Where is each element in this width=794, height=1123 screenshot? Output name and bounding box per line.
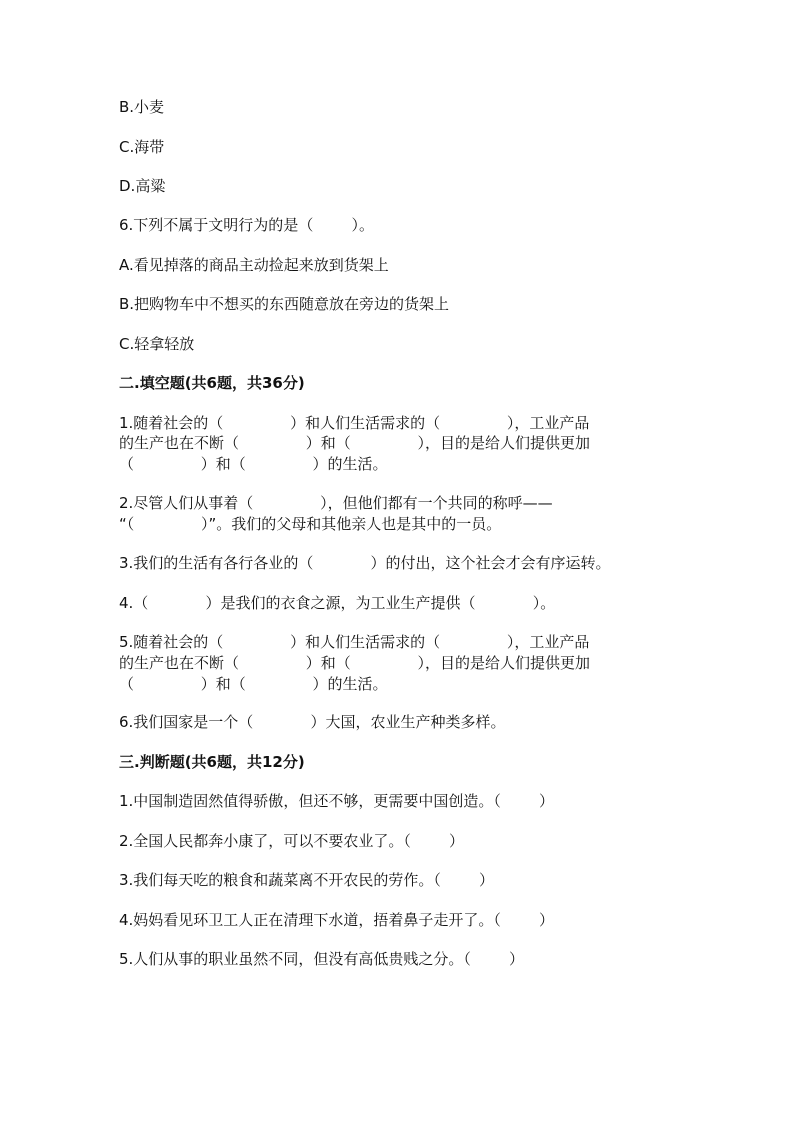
- question-6-stem: 6.下列不属于文明行为的是（ ）。: [119, 216, 374, 234]
- fill-q3-line1: 3.我们的生活有各行各业的（ ）的付出，这个社会才会有序运转。: [119, 554, 611, 572]
- section-heading-fill-in: 二.填空题(共6题，共36分): [119, 374, 305, 392]
- fill-q1-line3: （ ）和（ ）的生活。: [119, 455, 388, 473]
- option-b: B.小麦: [119, 98, 165, 116]
- fill-q5-line3: （ ）和（ ）的生活。: [119, 675, 388, 693]
- q6-option-b: B.把购物车中不想买的东西随意放在旁边的货架上: [119, 295, 450, 313]
- option-c: C.海带: [119, 138, 165, 156]
- fill-q6-line1: 6.我们国家是一个（ ）大国，农业生产种类多样。: [119, 713, 506, 731]
- q6-option-c: C.轻拿轻放: [119, 335, 195, 353]
- judge-q5: 5.人们从事的职业虽然不同，但没有高低贵贱之分。（ ）: [119, 950, 524, 968]
- fill-q5-line1: 5.随着社会的（ ）和人们生活需求的（ ），工业产品: [119, 633, 590, 651]
- judge-q1: 1.中国制造固然值得骄傲，但还不够，更需要中国创造。（ ）: [119, 792, 554, 810]
- judge-q2: 2.全国人民都奔小康了，可以不要农业了。（ ）: [119, 832, 464, 850]
- q6-option-a: A.看见掉落的商品主动捡起来放到货架上: [119, 256, 389, 274]
- fill-q4-line1: 4.（ ）是我们的衣食之源，为工业生产提供（ ）。: [119, 594, 556, 612]
- judge-q3: 3.我们每天吃的粮食和蔬菜离不开农民的劳作。（ ）: [119, 871, 494, 889]
- fill-q2-line2: “（ ）”。我们的父母和其他亲人也是其中的一员。: [119, 515, 502, 533]
- judge-q4: 4.妈妈看见环卫工人正在清理下水道，捂着鼻子走开了。（ ）: [119, 911, 554, 929]
- fill-q1-line2: 的生产也在不断（ ）和（ ），目的是给人们提供更加: [119, 434, 591, 452]
- fill-q5-line2: 的生产也在不断（ ）和（ ），目的是给人们提供更加: [119, 654, 591, 672]
- section-heading-true-false: 三.判断题(共6题，共12分): [119, 753, 305, 771]
- option-d: D.高粱: [119, 177, 166, 195]
- fill-q1-line1: 1.随着社会的（ ）和人们生活需求的（ ），工业产品: [119, 414, 590, 432]
- fill-q2-line1: 2.尽管人们从事着（ ），但他们都有一个共同的称呼——: [119, 494, 553, 512]
